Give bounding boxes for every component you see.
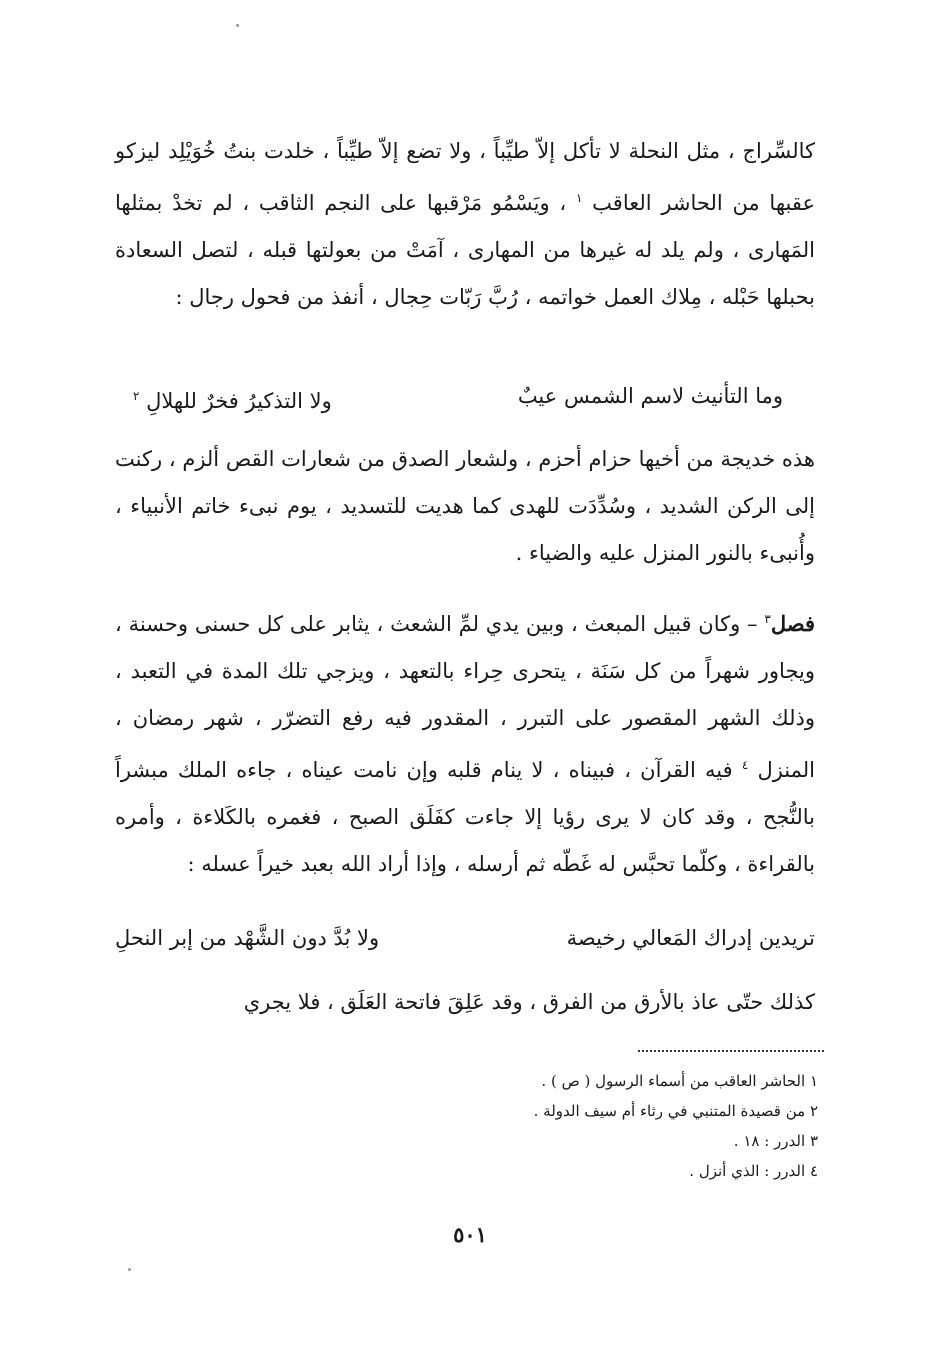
- verse-second-hemistich: [133, 376, 332, 421]
- footnote-ref: ٣: [764, 612, 771, 626]
- footnotes: [388, 1066, 818, 1186]
- footnote: ٣ الدرر : ١٨ .: [733, 1132, 818, 1150]
- section-label: فصل: [770, 611, 815, 636]
- paragraph-text: – وكان قبيل المبعث ، وبين يدي لمِّ الشعث ، يثابر على كل حسنى وحسنة ، ويجاور شهراً من كل سَنَة ، يتحرى حِراء بالتعهد ، ويزجي تلك المدة في التعبد ، وذلك الشهر المقصور على التبرر ، المقدور فيه رفع التضرّر ، شهر رمضان ، المنزل: [115, 612, 815, 782]
- paragraph-khadija: هذه خديجة من أخيها حزام أحزم ، ولشعار الصدق من شعارات القص ألزم ، ركنت إلى الركن الشديد ، وسُدِّدَت للهدى كما هديت للتسديد ، يوم نبىء خاتم الأنبياء ، وأُنبىء بالنور المنزل عليه والضياء .: [115, 447, 815, 565]
- footnote: ٤ الدرر : الذي أنزل .: [689, 1162, 818, 1180]
- footnote-ref: ٢: [133, 389, 140, 403]
- verse-second-hemistich: ولا بُدَّ دون الشَّهْد من إبر النحلِ: [115, 926, 380, 950]
- footnote: ١ الحاشر العاقب من أسماء الرسول ( ص ) .: [541, 1072, 818, 1090]
- paragraph-text: ، ويَسْمُو مَرْقبها على النجم الثاقب ، لم تخدْ بمثلها المَهارى ، ولم يلد له غيرها من المهارى ، آمَتْ من بعولتها قبله ، لتصل السعادة بحبلها حَبْله ، مِلاك العمل خواتمه ، رُبَّ رَبّات حِجال ، أنفذ من فحول رجال :: [115, 191, 815, 309]
- paragraph-continuation: كذلك حتّى عاذ بالأرق من الفرق ، وقد عَلِقَ فاتحة العَلَق ، فلا يجري: [243, 990, 815, 1014]
- paragraph-text: كالسِّراج ، مثل النحلة لا تأكل إلاّ طيِّباً ، ولا تضع إلاّ طيِّباً ، خلدت بنتُ خُوَيْلِد ليزكو عقبها من الحاشر العاقب: [115, 139, 816, 215]
- page-number: ٥٠١: [453, 1222, 487, 1247]
- verse-text: ولا التذكيرُ فخرٌ للهلالِ: [146, 389, 332, 413]
- scan-speck: [128, 1268, 131, 1271]
- footnote-ref: ٤: [741, 758, 749, 772]
- scan-speck: [236, 24, 239, 27]
- paragraph-text: فيه القرآن ، فبيناه ، لا ينام قلبه وإن نامت عيناه ، جاءه الملك مبشراً بالنُّجح ، وقد كان لا يرى رؤيا إلا جاءت كفَلَق الصبح ، فغمره بالكَلاءة ، وأمره بالقراءة ، وكلّما تحبَّس له غَطّه ثم أرسله ، وإذا أراد الله بعبد خيراً عسله :: [115, 758, 815, 876]
- footnote-ref: ١: [575, 191, 583, 205]
- verse-first-hemistich: وما التأنيث لاسم الشمس عيبٌ: [517, 384, 783, 408]
- paragraph-fasl: [115, 596, 815, 888]
- footnote-separator: [638, 1050, 824, 1052]
- verse-first-hemistich: تريدين إدراك المَعالي رخيصة: [566, 926, 815, 950]
- paragraph-khadija-intro: [115, 128, 815, 321]
- footnote: ٢ من قصيدة المتنبي في رثاء أم سيف الدولة .: [533, 1102, 818, 1120]
